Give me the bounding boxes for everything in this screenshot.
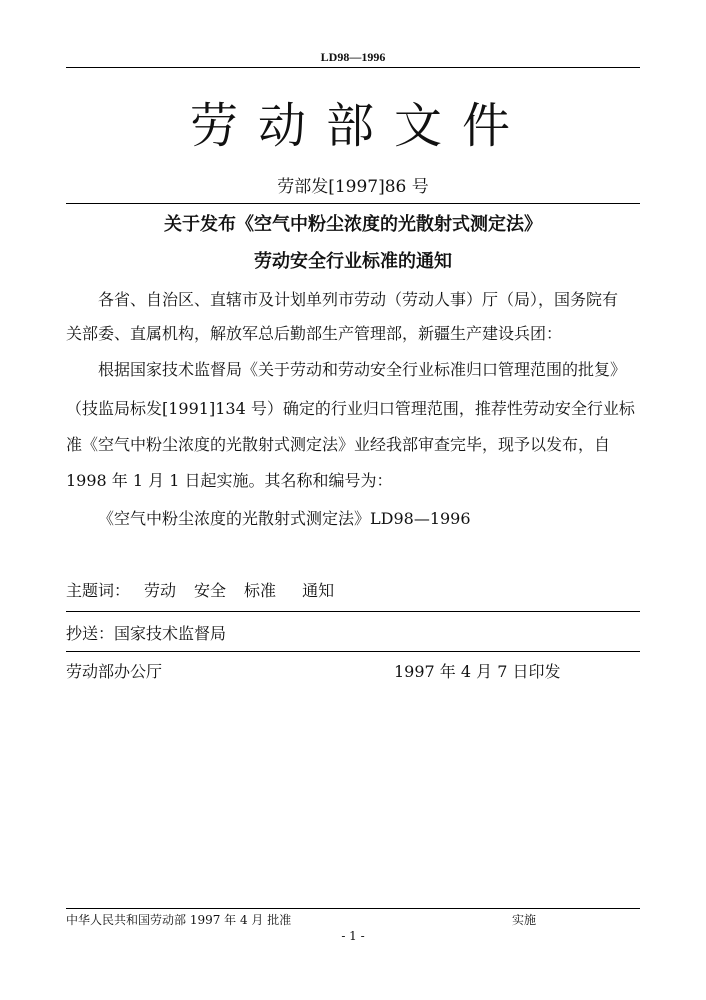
subject-rule	[66, 611, 640, 612]
notice-title-line-2: 劳动安全行业标准的通知	[254, 251, 452, 272]
addressee-line-2: 关部委、直属机构，解放军总后勤部生产管理部，新疆生产建设兵团：	[66, 324, 563, 343]
addressee-line-1: 各省、自治区、直辖市及计划单列市劳动（劳动人事）厅（局），国务院有	[98, 290, 619, 309]
paragraph-line-3: 准《空气中粉尘浓度的光散射式测定法》业经我部审查完毕，现予以发布，自	[66, 435, 611, 454]
title-rule	[66, 203, 640, 204]
notice-title-line-1: 关于发布《空气中粉尘浓度的光散射式测定法》	[164, 214, 542, 235]
subject-word: 通知	[302, 581, 335, 600]
subject-word: 劳动	[144, 581, 177, 600]
header-standard-code: LD98—1996	[320, 50, 386, 64]
footer-rule	[66, 908, 640, 909]
issue-date: 1997 年 4 月 7 日印发	[394, 662, 561, 681]
header-rule	[66, 67, 640, 68]
subject-words-row	[66, 578, 334, 601]
subject-label: 主题词：	[66, 581, 131, 600]
paragraph-line-2: （技监局标发[1991]134 号）确定的行业归口管理范围，推荐性劳动安全行业标	[66, 399, 635, 418]
footer-implement: 实施	[512, 913, 537, 927]
page-number: - 1 -	[341, 929, 365, 943]
cc-rule	[66, 651, 640, 652]
footer-approval: 中华人民共和国劳动部 1997 年 4 月 批准	[66, 913, 292, 927]
subject-word: 安全	[194, 581, 227, 600]
subject-word: 标准	[244, 581, 277, 600]
paragraph-line-1: 根据国家技术监督局《关于劳动和劳动安全行业标准归口管理范围的批复》	[98, 360, 627, 379]
issuer: 劳动部办公厅	[66, 662, 163, 681]
document-title: 劳动部文件	[189, 98, 530, 154]
paragraph-line-4: 1998 年 1 月 1 日起实施。其名称和编号为：	[66, 471, 393, 490]
document-number: 劳部发[1997]86 号	[277, 177, 429, 197]
standard-name-line: 《空气中粉尘浓度的光散射式测定法》LD98—1996	[98, 509, 471, 528]
cc-line: 抄送：国家技术监督局	[66, 624, 227, 643]
